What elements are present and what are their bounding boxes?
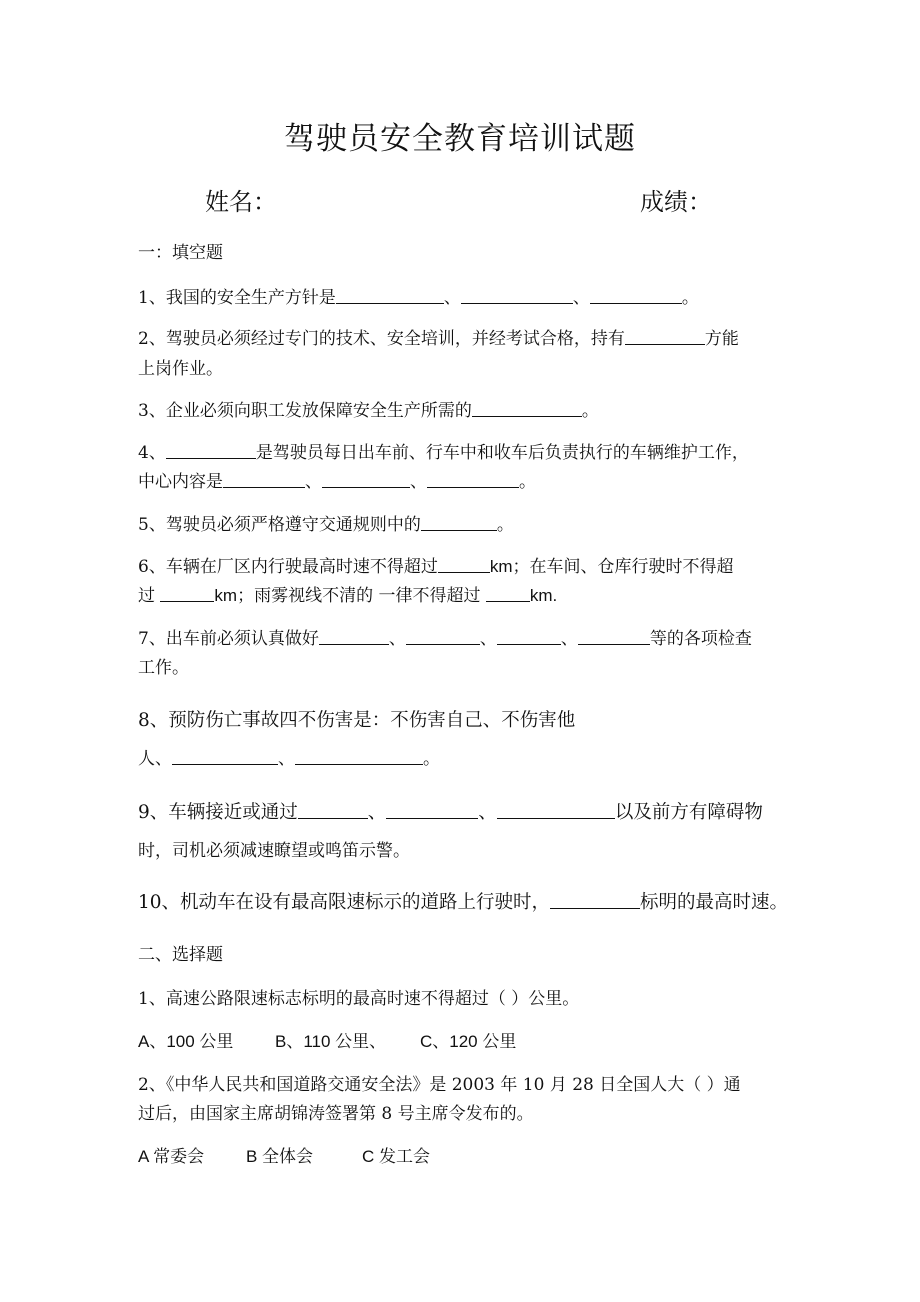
q4-sep-2: 、: [410, 472, 427, 492]
q7-blank-2[interactable]: [406, 624, 480, 645]
option-b[interactable]: B 全体会: [246, 1147, 314, 1166]
option-c[interactable]: C 发工会: [362, 1147, 430, 1166]
q3-end: 。: [581, 401, 599, 421]
question-6: [138, 552, 788, 582]
q6-unit-1: km: [489, 557, 513, 576]
q3-text: 3、企业必须向职工发放保障安全生产所需的: [138, 401, 472, 421]
question-8: 8、预防伤亡事故四不伤害是：不伤害自己、不伤害他: [138, 710, 576, 731]
q9-sep-2: 、: [478, 802, 497, 823]
q7-sep-3: 、: [560, 629, 578, 649]
option-b[interactable]: B、110 公里、: [275, 1032, 387, 1051]
q4-end: 。: [519, 472, 536, 492]
q1-blank-3[interactable]: [590, 283, 682, 304]
q7-blank-4[interactable]: [578, 624, 650, 645]
q9-text-b: 以及前方有障碍物: [614, 802, 763, 823]
q10-text: 10、机动车在设有最高限速标示的道路上行驶时，: [138, 892, 551, 913]
q7-blank-1[interactable]: [319, 624, 389, 645]
q7-blank-3[interactable]: [497, 624, 561, 645]
q8-end: 。: [423, 749, 440, 769]
q1-end: 。: [681, 288, 699, 308]
q6-unit-2: km: [214, 586, 238, 605]
q5-blank-1[interactable]: [421, 510, 497, 531]
choice-question-2: 2、《中华人民共和国道路交通安全法》是 2003 年 10 月 28 日全国人大（ ）通: [138, 1075, 741, 1095]
q8-blank-1[interactable]: [172, 744, 278, 765]
question-7: [138, 624, 788, 654]
question-9: [138, 798, 788, 828]
q1-blank-2[interactable]: [461, 283, 573, 304]
name-label: 姓名：: [205, 188, 277, 216]
q6-text-c: 过: [138, 586, 161, 606]
q4-text: 4、: [138, 443, 166, 463]
question-1: [138, 283, 788, 313]
question-10: [138, 888, 788, 918]
q7-text-b: 等的各项检查: [649, 629, 752, 649]
question-4-cont: [138, 467, 788, 497]
q7-text: 7、出车前必须认真做好: [138, 629, 319, 649]
question-5: [138, 510, 788, 540]
page-title: 驾驶员安全教育培训试题: [284, 121, 636, 157]
option-a[interactable]: A 常委会: [138, 1147, 205, 1166]
q2-text-b: 方能: [704, 329, 739, 349]
q6-text-d: ；雨雾视线不清的 一律不得超过: [237, 586, 486, 606]
q4-text-c: 中心内容是: [138, 472, 223, 492]
q4-text-b: 是驾驶员每日出车前、行车中和收车后负责执行的车辆维护工作，: [255, 443, 749, 463]
q6-text-b: ；在车间、仓库行驶时不得超: [512, 557, 734, 577]
question-7-cont: 工作。: [138, 658, 189, 678]
q6-text: 6、车辆在厂区内行驶最高时速不得超过: [138, 557, 438, 577]
question-2-cont: 上岗作业。: [138, 359, 223, 379]
q6-blank-2[interactable]: [160, 581, 214, 602]
q4-blank-1[interactable]: [166, 438, 256, 459]
q10-blank-1[interactable]: [550, 888, 640, 909]
q4-blank-4[interactable]: [427, 467, 519, 488]
choice-question-1-options: [138, 1027, 788, 1057]
q9-blank-3[interactable]: [497, 798, 615, 819]
q2-text: 2、驾驶员必须经过专门的技术、安全培训，并经考试合格，持有: [138, 329, 625, 349]
q9-text: 9、车辆接近或通过: [138, 802, 298, 823]
q5-end: 。: [496, 515, 514, 535]
q6-blank-1[interactable]: [438, 552, 490, 573]
question-8-cont: [138, 744, 788, 774]
q9-blank-2[interactable]: [386, 798, 478, 819]
q4-sep-1: 、: [305, 472, 322, 492]
q8-text-b: 人、: [138, 749, 172, 769]
option-a[interactable]: A、100 公里: [138, 1032, 234, 1051]
q8-blank-2[interactable]: [295, 744, 423, 765]
q4-blank-3[interactable]: [322, 467, 410, 488]
q1-blank-1[interactable]: [336, 283, 444, 304]
choice-question-2-options: [138, 1142, 788, 1172]
q6-blank-3[interactable]: [486, 581, 530, 602]
q1-sep-2: 、: [572, 288, 590, 308]
question-4: [138, 438, 788, 468]
question-9-cont: 时，司机必须减速瞭望或鸣笛示警。: [138, 841, 410, 861]
score-label: 成绩：: [640, 188, 712, 216]
q9-sep-1: 、: [367, 802, 387, 823]
q6-unit-3: km.: [529, 586, 558, 605]
option-c[interactable]: C、120 公里: [420, 1032, 517, 1051]
choice-question-2-cont: 过后，由国家主席胡锦涛签署第 8 号主席令发布的。: [138, 1104, 534, 1124]
q5-text: 5、驾驶员必须严格遵守交通规则中的: [138, 515, 421, 535]
q1-text: 1、我国的安全生产方针是: [138, 288, 336, 308]
q8-sep-1: 、: [278, 749, 295, 769]
q7-sep-1: 、: [388, 629, 406, 649]
question-3: [138, 396, 788, 426]
question-2: [138, 324, 788, 354]
q7-sep-2: 、: [479, 629, 497, 649]
q9-blank-1[interactable]: [298, 798, 368, 819]
q10-text-b: 标明的最高时速。: [640, 892, 789, 913]
section2-heading: 二、选择题: [138, 945, 223, 965]
q4-blank-2[interactable]: [223, 467, 305, 488]
question-6-cont: [138, 581, 788, 611]
q1-sep-1: 、: [443, 288, 461, 308]
section1-heading: 一：填空题: [138, 243, 223, 263]
choice-question-1: 1、高速公路限速标志标明的最高时速不得超过（ ）公里。: [138, 989, 580, 1009]
q2-blank-1[interactable]: [625, 324, 705, 345]
q3-blank-1[interactable]: [472, 396, 582, 417]
